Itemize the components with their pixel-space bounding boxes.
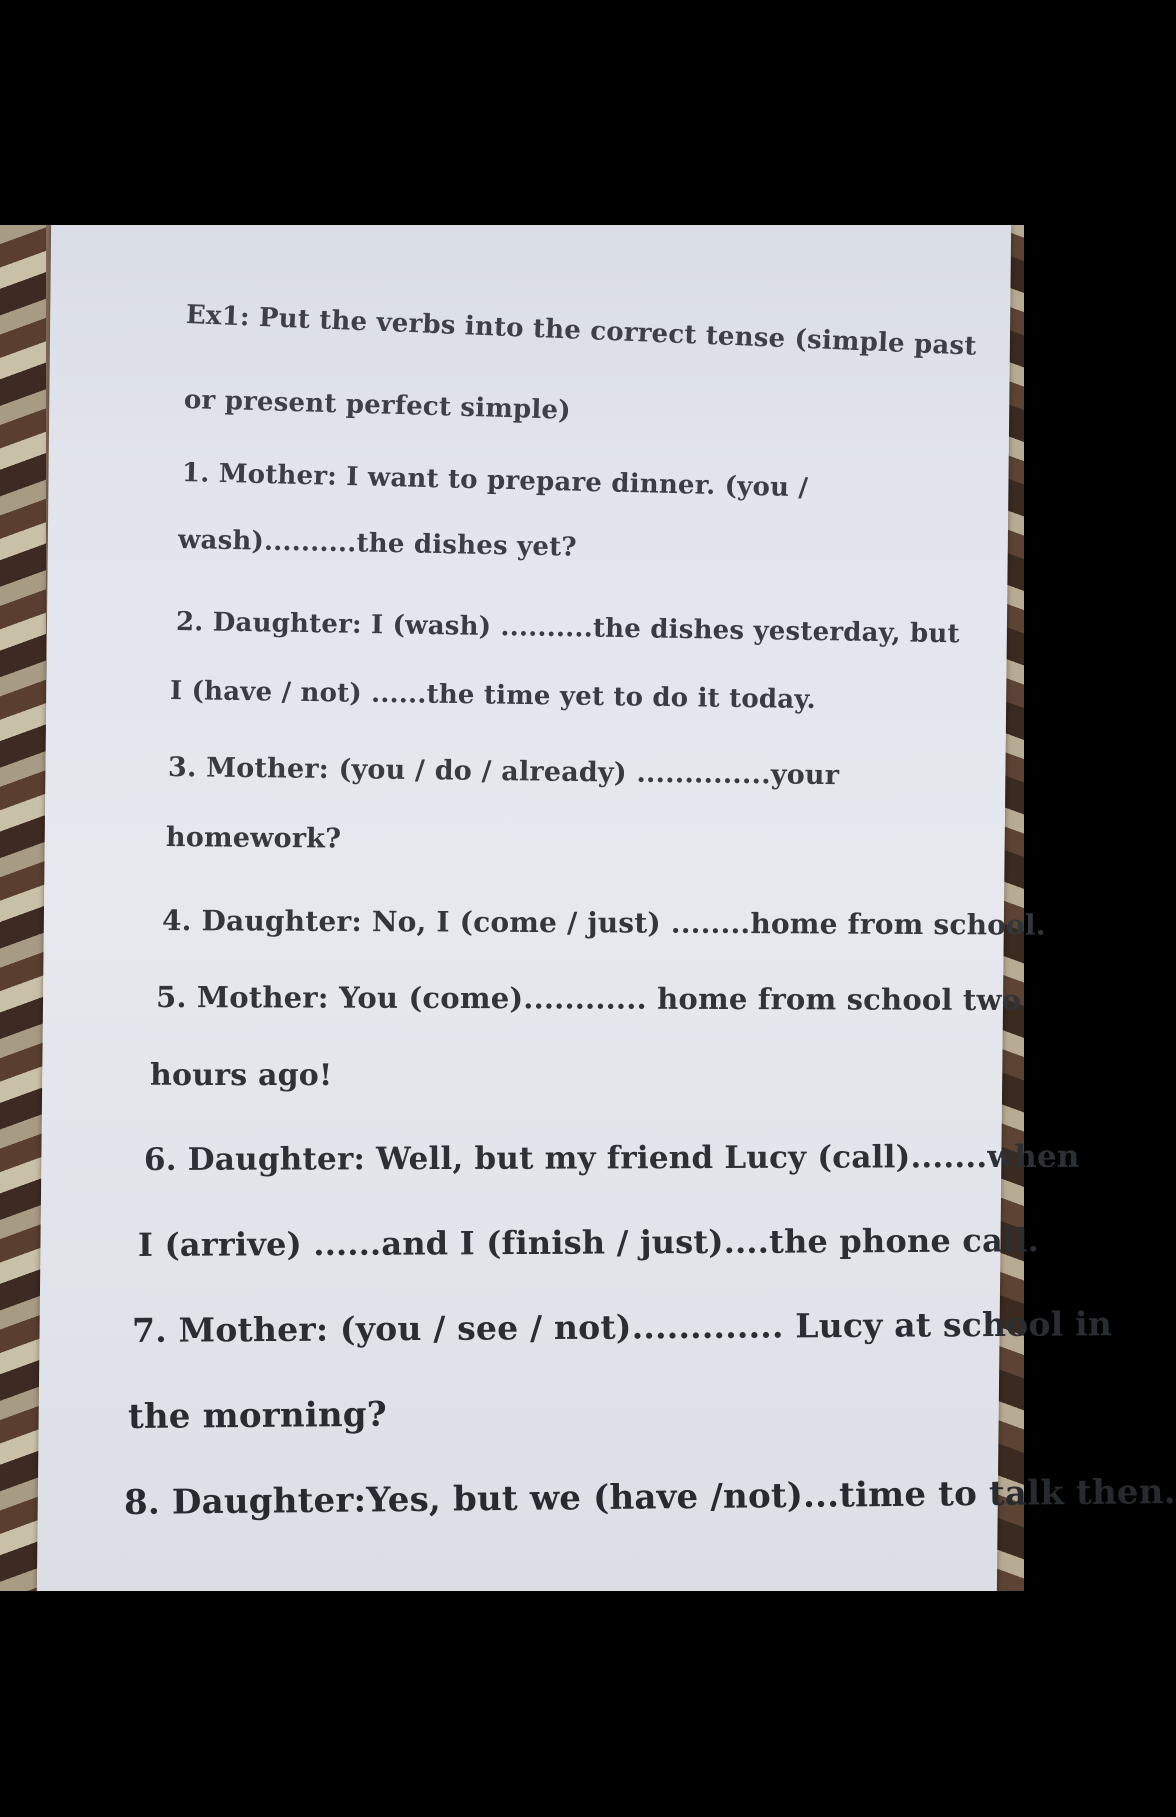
item-6-line-2: I (arrive) ......and I (finish / just)....the phone call. [137,1221,1040,1264]
item-7-line-1: 7. Mother: (you / see / not)............. Lucy at school in [131,1304,1113,1350]
exercise-title-line-2: or present perfect simple) [183,385,572,426]
item-5-line-1: 5. Mother: You (come)............ home from school two [155,980,1022,1018]
item-3-line-2: homework? [165,822,342,855]
item-8-line-1: 8. Daughter:Yes, but we (have /not)...time to talk then. [123,1471,1176,1523]
item-2-line-1: 2. Daughter: I (wash) ..........the dishes yesterday, but [175,607,960,650]
item-6-line-1: 6. Daughter: Well, but my friend Lucy (call).......when [143,1138,1080,1178]
exercise-title-line-1: Ex1: Put the verbs into the correct tense (simple past [185,300,978,362]
item-4-line-1: 4. Daughter: No, I (come / just) ........home from school. [161,904,1046,942]
item-5-line-2: hours ago! [150,1058,333,1093]
item-2-line-2: I (have / not) ......the time yet to do it today. [169,676,817,716]
item-1-line-1: 1. Mother: I want to prepare dinner. (you / [181,458,809,504]
item-7-line-2: the morning? [127,1394,388,1437]
item-3-line-1: 3. Mother: (you / do / already) ..............your [167,752,840,792]
item-1-line-2: wash)..........the dishes yet? [177,525,578,563]
